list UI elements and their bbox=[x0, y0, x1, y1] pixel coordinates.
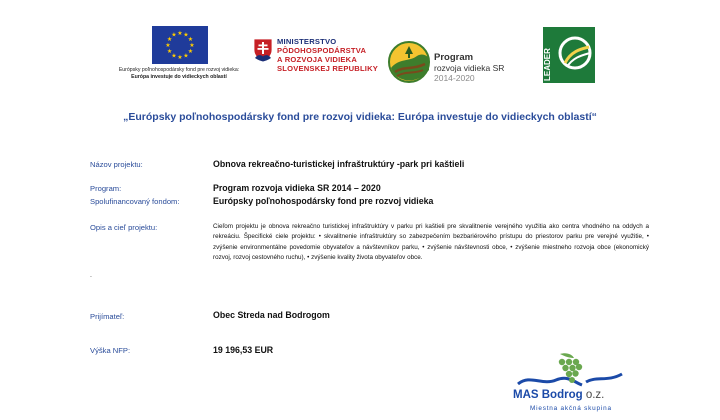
ministry-name-line4: SLOVENSKEJ REPUBLIKY bbox=[277, 64, 379, 73]
program-label: Program: bbox=[90, 184, 122, 193]
eu-flag-logo bbox=[152, 26, 208, 64]
recipient-label: Prijímateľ: bbox=[90, 312, 125, 321]
program-logo-years: 2014-2020 bbox=[434, 73, 475, 83]
project-goal-description: Cieľom projektu je obnova rekreačno turistickej infraštruktúry v parku pri kaštieli pre skvalitnenie verejného využitia ako centra vhodného na oddych a rekreáciu. Špecifické ciele projektu: • skvalitnenie infraštruktúry so zabezpečením bezbariérového prístupu do priestorov parku pre verejné využitie, • zvýšenie environmentálne povedomie obyvateľov a návštevníkov parku, • zvýšenie návštevnosti obce, • zvýšenie miestneho rozvoja obce (ekonomický rozvoj, rozvoj cestovného ruchu), • zvýšenie kvality života obyvateľov obce. bbox=[213, 223, 649, 262]
recipient-value: Obec Streda nad Bodrogom bbox=[213, 310, 330, 320]
program-logo-line2: rozvoja vidieka SR bbox=[434, 63, 505, 73]
svg-text:★: ★ bbox=[166, 36, 173, 43]
svg-text:★: ★ bbox=[165, 42, 171, 49]
fund-value: Európsky poľnohospodársky fond pre rozvoj vidieka bbox=[213, 196, 434, 206]
mas-bodrog-suffix: o.z. bbox=[585, 389, 605, 401]
mas-bodrog-tagline: Miestna akčná skupina bbox=[530, 405, 612, 412]
project-name-label: Názov projektu: bbox=[90, 160, 143, 169]
svg-text:★: ★ bbox=[187, 36, 194, 43]
fund-label: Spolufinancovaný fondom: bbox=[90, 197, 180, 206]
mas-bodrog-name-text: MAS Bodrog bbox=[513, 389, 583, 401]
program-logo-line1: Program bbox=[434, 52, 474, 63]
svg-text:★: ★ bbox=[187, 48, 194, 55]
svg-text:★: ★ bbox=[171, 31, 177, 39]
rural-development-program-logo bbox=[387, 40, 431, 84]
leader-logo-text: LEADER bbox=[543, 48, 552, 81]
project-goal-label: Opis a cieľ projektu: bbox=[90, 223, 158, 232]
mas-bodrog-name bbox=[513, 389, 604, 401]
ministry-name-line3: A ROZVOJA VIDIEKA bbox=[277, 55, 358, 64]
separator-dot: . bbox=[90, 272, 92, 279]
ministry-name-line1: MINISTERSTVO bbox=[277, 37, 337, 46]
svg-text:★: ★ bbox=[189, 42, 195, 49]
amount-label: Výška NFP: bbox=[90, 346, 131, 355]
leader-logo bbox=[543, 27, 595, 83]
svg-text:★: ★ bbox=[166, 48, 173, 55]
svg-text:★: ★ bbox=[183, 52, 189, 60]
fund-heading: „Európsky poľnohospodársky fond pre rozvoj vidieka: Európa investuje do vidieckych oblastí“ bbox=[123, 111, 597, 123]
svg-text:★: ★ bbox=[177, 54, 183, 61]
svg-text:★: ★ bbox=[183, 31, 189, 39]
slovak-crest-icon bbox=[253, 38, 273, 62]
ministry-name-line2: PÔDOHOSPODÁRSTVA bbox=[277, 46, 367, 55]
eu-caption-line2: Európa investuje do vidieckych oblastí bbox=[131, 74, 227, 80]
eu-caption-line1: Európsky poľnohospodársky fond pre rozvoj vidieka: bbox=[118, 67, 240, 73]
svg-text:★: ★ bbox=[177, 30, 183, 37]
svg-text:★: ★ bbox=[171, 52, 177, 60]
program-value: Program rozvoja vidieka SR 2014 – 2020 bbox=[213, 183, 381, 193]
amount-value: 19 196,53 EUR bbox=[213, 345, 274, 355]
project-name-value: Obnova rekreačno-turistickej infraštruktúry -park pri kaštieli bbox=[213, 159, 465, 169]
